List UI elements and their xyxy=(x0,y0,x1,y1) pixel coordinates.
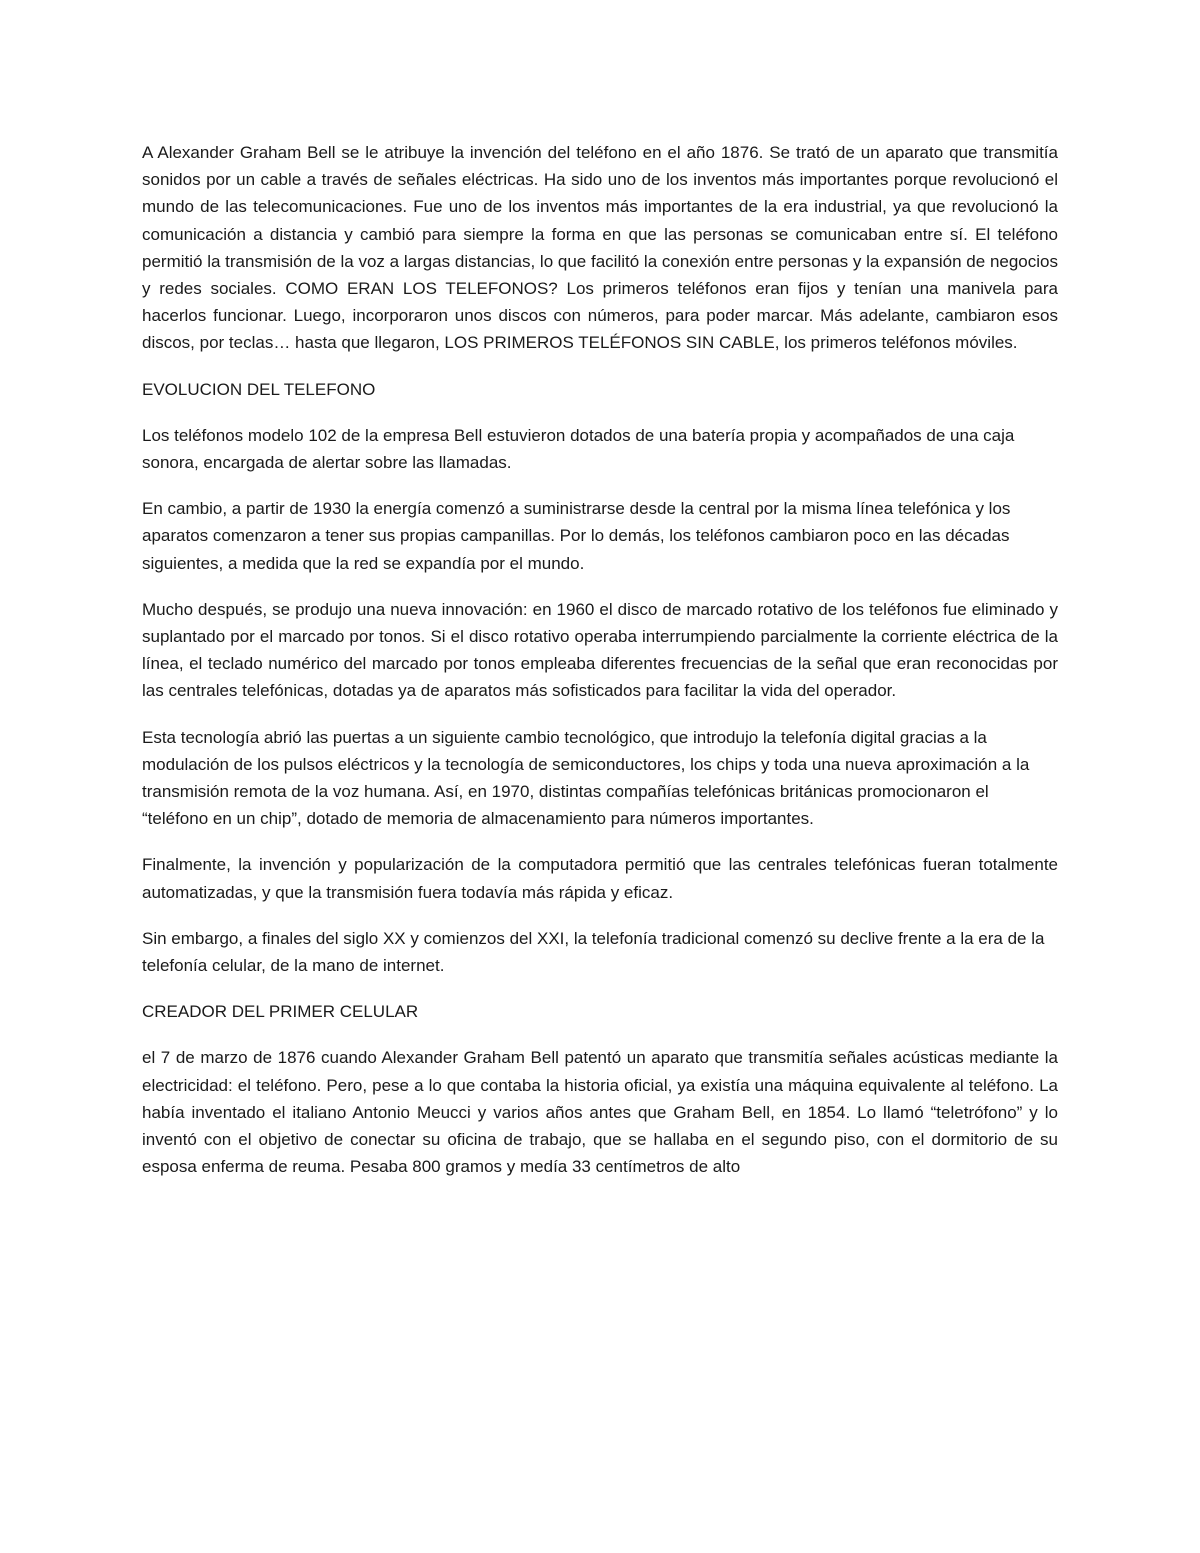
paragraph-declive: Sin embargo, a finales del siglo XX y comienzos del XXI, la telefonía tradicional comenzó su declive frente a la era de la telefonía celular, de la mano de internet. xyxy=(142,928,1045,976)
paragraph-computadora: Finalmente, la invención y popularización de la computadora permitió que las centrales telefónicas fueran totalmente automatizadas, y que la transmisión fuera todavía más rápida y eficaz. xyxy=(142,855,1058,902)
heading-evolucion: EVOLUCION DEL TELEFONO xyxy=(142,379,376,399)
paragraph-1930: En cambio, a partir de 1930 la energía comenzó a suministrarse desde la central por la misma línea telefónica y los aparatos comenzaron a tener sus propias campanillas. Por lo demás, los teléfonos cambiaron poco en las décadas siguientes, a medida que la red se expandía por el mundo. xyxy=(142,499,1011,573)
paragraph-1960: Mucho después, se produjo una nueva innovación: en 1960 el disco de marcado rotativo de los teléfonos fue eliminado y suplantado por el marcado por tonos. Si el disco rotativo operaba interrumpiendo parcialmente la corriente eléctrica de la línea, el teclado numérico del marcado por tonos empleaba diferentes frecuencias de la señal que eran reconocidas por las centrales telefónicas, dotadas ya de aparatos más sofisticados para facilitar la vida del operador. xyxy=(142,599,1058,701)
document-body xyxy=(142,139,1058,1200)
paragraph-meucci: el 7 de marzo de 1876 cuando Alexander Graham Bell patentó un aparato que transmitía señales acústicas mediante la electricidad: el teléfono. Pero, pese a lo que contaba la historia oficial, ya existía una máquina equivalente al teléfono. La había inventado el italiano Antonio Meucci y varios años antes que Graham Bell, en 1854. Lo llamó “teletrófono” y lo inventó con el objetivo de conectar su oficina de trabajo, que se hallaba en el segundo piso, con el dormitorio de su esposa enferma de reuma. Pesaba 800 gramos y medía 33 centímetros de alto xyxy=(142,1048,1058,1177)
heading-creador: CREADOR DEL PRIMER CELULAR xyxy=(142,1002,419,1022)
paragraph-digital: Esta tecnología abrió las puertas a un siguiente cambio tecnológico, que introdujo la telefonía digital gracias a la modulación de los pulsos eléctricos y la tecnología de semiconductores, los chips y toda una nueva aproximación a la transmisión remota de la voz humana. Así, en 1970, distintas compañías telefónicas británicas promocionaron el “teléfono en un chip”, dotado de memoria de almacenamiento para números importantes. xyxy=(142,727,1030,829)
paragraph-intro: A Alexander Graham Bell se le atribuye la invención del teléfono en el año 1876. Se trató de un aparato que transmitía sonidos por un cable a través de señales eléctricas. Ha sido uno de los inventos más importantes porque revolucionó el mundo de las telecomunicaciones. Fue uno de los inventos más importantes de la era industrial, ya que revolucionó la comunicación a distancia y cambió para siempre la forma en que las personas se comunicaban entre sí. El teléfono permitió la transmisión de la voz a largas distancias, lo que facilitó la conexión entre personas y la expansión de negocios y redes sociales. COMO ERAN LOS TELEFONOS? Los primeros teléfonos eran fijos y tenían una manivela para hacerlos funcionar. Luego, incorporaron unos discos con números, para poder marcar. Más adelante, cambiaron esos discos, por teclas… hasta que llegaron, LOS PRIMEROS TELÉFONOS SIN CABLE, los primeros teléfonos móviles. xyxy=(142,143,1058,353)
paragraph-modelo-102: Los teléfonos modelo 102 de la empresa Bell estuvieron dotados de una batería propia y acompañados de una caja sonora, encargada de alertar sobre las llamadas. xyxy=(142,425,1015,473)
